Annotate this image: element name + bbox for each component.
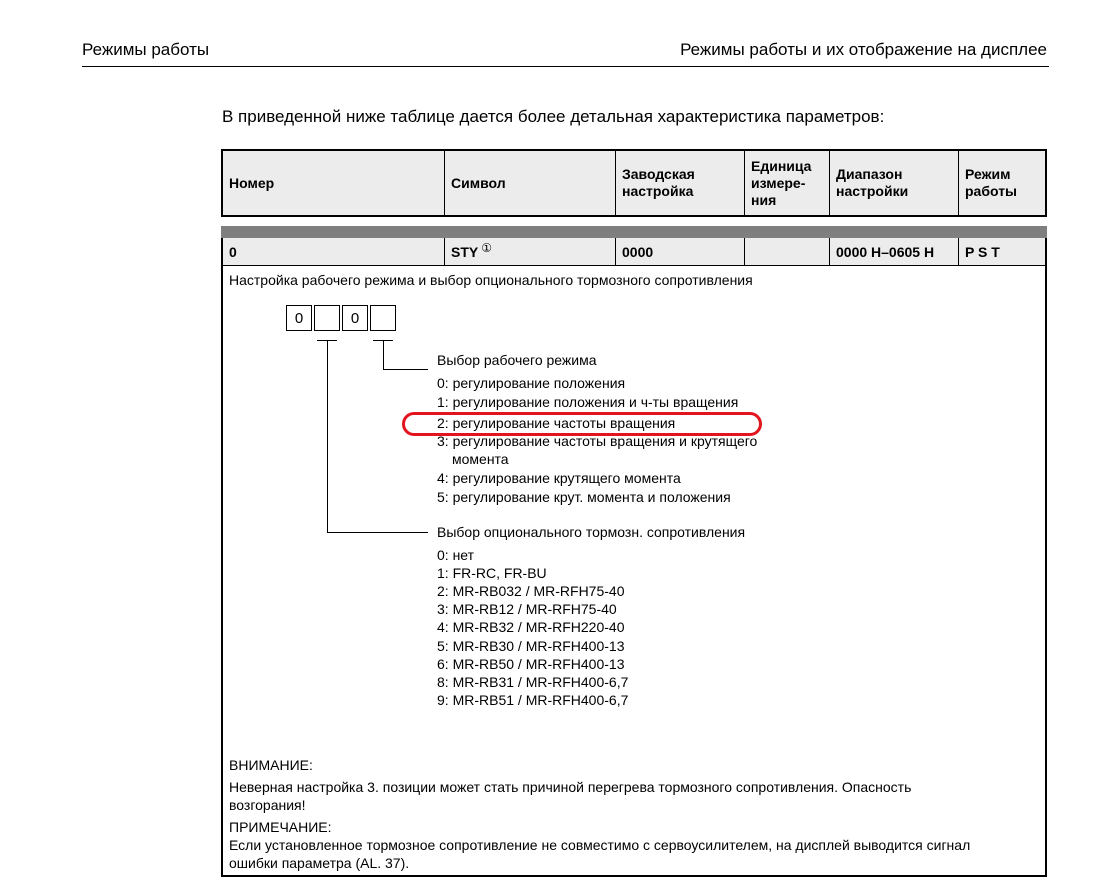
table-band — [221, 226, 1047, 238]
mode-option: 4: регулирование крутящего момента — [437, 470, 681, 486]
intro-text: В приведенной ниже таблице дается более детальная характеристика параметров: — [222, 107, 885, 126]
cell-mode: P S T — [965, 243, 1000, 260]
mode-option: 1: регулирование положения и ч-ты вращения — [437, 394, 739, 410]
mode-option-continued: момента — [452, 451, 509, 467]
table-header — [221, 149, 1047, 217]
highlight-ellipse — [402, 412, 762, 436]
warning-title: ВНИМАНИЕ: — [229, 757, 313, 773]
cell-unit — [745, 238, 830, 265]
resistor-option: 0: нет — [437, 547, 475, 563]
connector-vertical-4 — [383, 340, 384, 369]
column-factory: Заводская настройка — [616, 151, 745, 215]
note-text-continued: ошибки параметра (AL. 37). — [229, 855, 410, 871]
resistor-option: 1: FR-RC, FR-BU — [437, 565, 547, 581]
connector-vertical-2 — [327, 340, 328, 532]
resistor-option: 5: MR-RB30 / MR-RFH400-13 — [437, 638, 625, 654]
mode-option: 0: регулирование положения — [437, 375, 626, 391]
cell-symbol: STY ① — [445, 238, 616, 265]
resistor-option: 6: MR-RB50 / MR-RFH400-13 — [437, 656, 625, 672]
column-range: Диапазон настройки — [830, 151, 959, 215]
connector-horizontal-2 — [327, 532, 428, 533]
digit-box-4 — [370, 305, 396, 331]
digit-box-3: 0 — [342, 305, 368, 331]
column-unit: Единица измере-ния — [745, 151, 830, 215]
column-symbol: Символ — [445, 151, 616, 215]
resistor-option: 9: MR-RB51 / MR-RFH400-6,7 — [437, 692, 629, 708]
digit-box-2 — [314, 305, 340, 331]
footnote-mark: ① — [481, 240, 492, 255]
cell-factory: 0000 — [616, 238, 745, 265]
cell-range: 0000 H–0605 H — [830, 238, 959, 265]
header-divider — [82, 66, 1049, 67]
section-title: Режимы работы — [82, 40, 210, 59]
connector-horizontal-4 — [383, 369, 428, 370]
resistor-option: 4: MR-RB32 / MR-RFH220-40 — [437, 619, 625, 635]
note-text: Если установленное тормозное сопротивление не совместимо с сервоусилителем, на дисплей выводится сигнал — [229, 837, 971, 853]
column-number: Номер — [223, 151, 445, 215]
parameter-description: Настройка рабочего режима и выбор опционального тормозного сопротивления — [229, 272, 753, 288]
mode-option-highlighted: 2: регулирование частоты вращения — [437, 415, 676, 431]
note-title: ПРИМЕЧАНИЕ: — [229, 819, 332, 835]
resistor-option: 2: MR-RB032 / MR-RFH75-40 — [437, 583, 625, 599]
column-mode: Режим работы — [965, 166, 1018, 199]
digit-box-1: 0 — [286, 305, 312, 331]
warning-text-continued: возгорания! — [229, 797, 306, 813]
resistor-option: 8: MR-RB31 / MR-RFH400-6,7 — [437, 674, 629, 690]
chapter-title: Режимы работы и их отображение на дисплее — [680, 40, 1047, 59]
warning-text: Неверная настройка 3. позиции может стать причиной перегрева тормозного сопротивления. Опасность — [229, 779, 912, 795]
mode-option: 5: регулирование крут. момента и положения — [437, 489, 731, 505]
mode-option: 3: регулирование частоты вращения и крутящего — [437, 433, 758, 449]
resistor-select-title: Выбор опционального тормозн. сопротивления — [437, 524, 746, 540]
cell-number: 0 — [223, 238, 445, 265]
table-row — [221, 238, 1047, 266]
resistor-option: 3: MR-RB12 / MR-RFH75-40 — [437, 601, 617, 617]
mode-select-title: Выбор рабочего режима — [437, 352, 597, 368]
